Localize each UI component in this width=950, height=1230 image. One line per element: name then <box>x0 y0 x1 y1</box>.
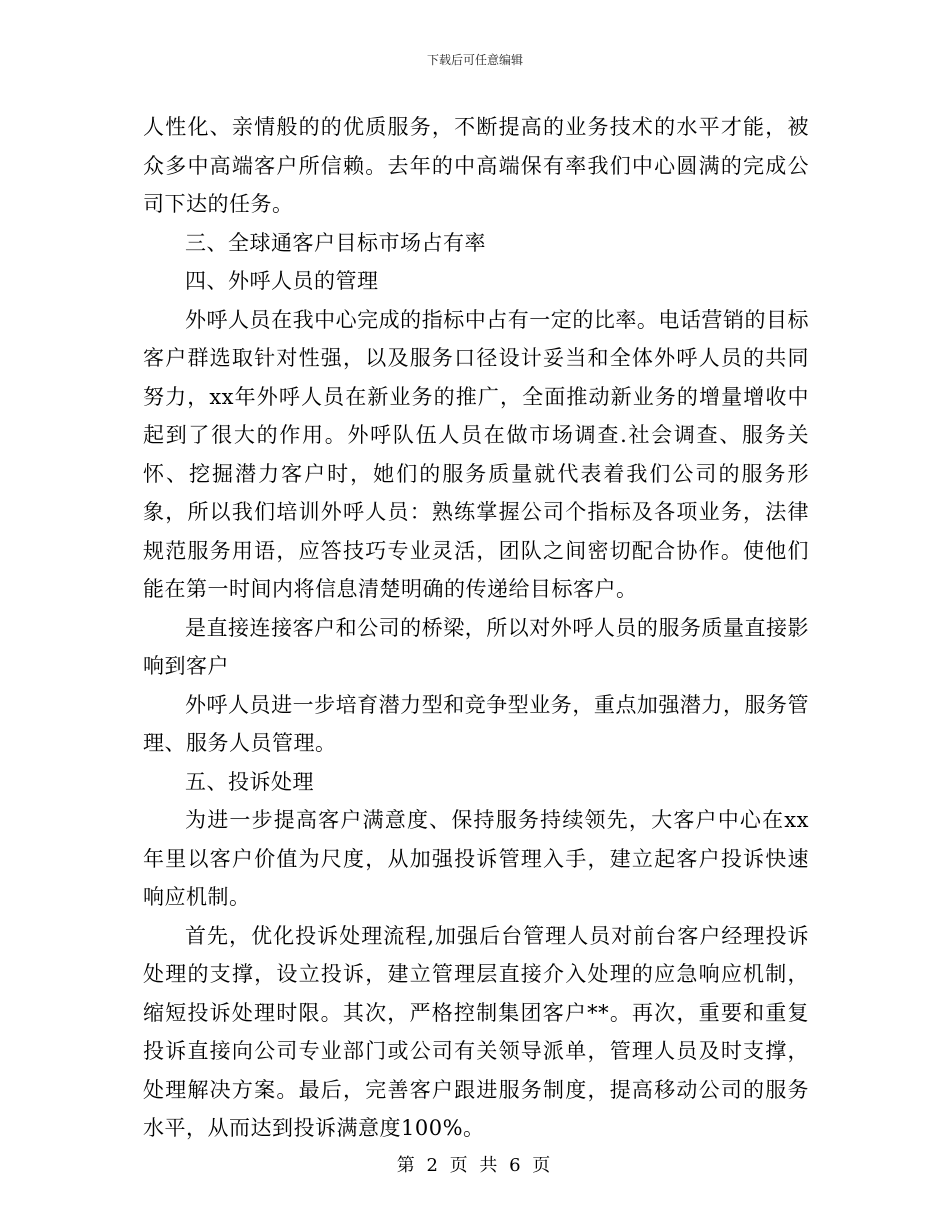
page-footer: 第 2 页 共 6 页 <box>396 1155 554 1176</box>
heading-section-3: 三、全球通客户目标市场占有率 <box>185 230 486 255</box>
paragraph-outbound-staff: 外呼人员在我中心完成的指标中占有一定的比率。电话营销的目标客户群选取针对性强，以及服务口径设计妥当和全体外呼人员的共同努力，xx年外呼人员在新业务的推广，全面推动新业务的增量增收中起到了很大的作用。外呼队伍人员在做市场调查.社会调查、服务关怀、挖掘潜力客户时，她们的服务质量就代表着我们公司的服务形象，所以我们培训外呼人员：熟练掌握公司个指标及各项业务，法律规范服务用语，应答技巧专业灵活，团队之间密切配合协作。使他们能在第一时间内将信息清楚明确的传递给目标客户。 <box>143 307 809 601</box>
paragraph-bridge: 是直接连接客户和公司的桥梁，所以对外呼人员的服务质量直接影响到客户 <box>143 615 809 678</box>
heading-section-5: 五、投诉处理 <box>185 769 314 794</box>
page-header: 下载后可任意编辑 <box>426 53 523 67</box>
paragraph-cultivate: 外呼人员进一步培育潜力型和竞争型业务，重点加强潜力，服务管理、服务人员管理。 <box>143 692 809 755</box>
paragraph-complaint-process: 首先，优化投诉处理流程,加强后台管理人员对前台客户经理投诉处理的支撑，设立投诉，建立管理层直接介入处理的应急响应机制，缩短投诉处理时限。其次，严格控制集团客户**。再次，重要和重复投诉直接向公司专业部门或公司有关领导派单，管理人员及时支撑，处理解决方案。最后，完善客户跟进服务制度，提高移动公司的服务水平，从而达到投诉满意度100%。 <box>143 923 809 1140</box>
paragraph-1: 人性化、亲情般的的优质服务，不断提高的业务技术的水平才能，被众多中高端客户所信赖。去年的中高端保有率我们中心圆满的完成公司下达的任务。 <box>143 115 809 216</box>
heading-section-4: 四、外呼人员的管理 <box>185 269 379 293</box>
document-body <box>143 108 809 1148</box>
paragraph-complaint-intro: 为进一步提高客户满意度、保持服务持续领先，大客户中心在xx年里以客户价值为尺度，从加强投诉管理入手，建立起客户投诉快速响应机制。 <box>143 808 809 909</box>
